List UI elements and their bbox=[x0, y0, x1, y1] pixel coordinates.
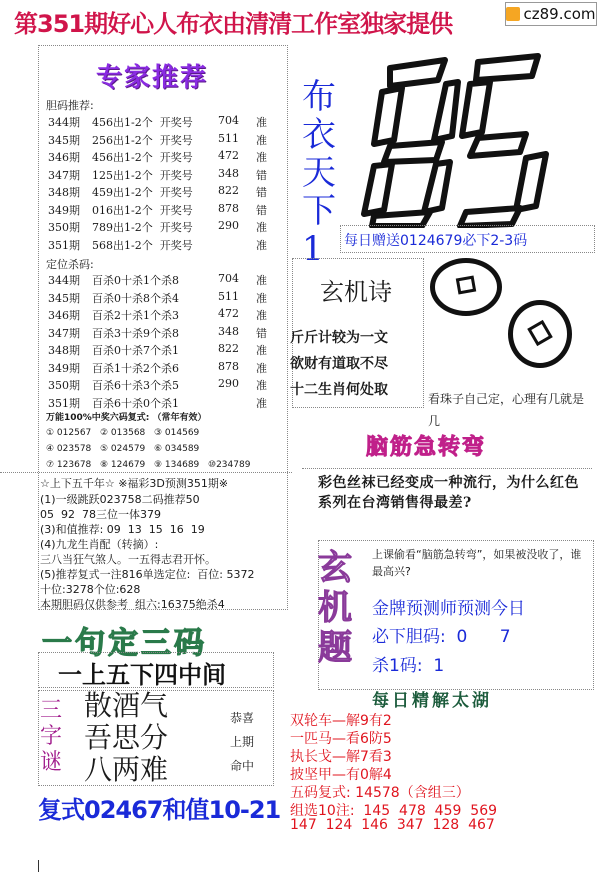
site-badge-text: cz89.com bbox=[523, 5, 596, 23]
row-result: 准 bbox=[256, 151, 267, 164]
taihu-line-4: 披坚甲—有0解4 bbox=[290, 767, 392, 783]
coin-icon-2 bbox=[508, 300, 572, 368]
forecast-line: (3)和值推荐: 09 13 15 16 19 bbox=[40, 523, 205, 536]
wanneng-cell: ⑧ 124679 bbox=[100, 460, 146, 470]
poem-title: 玄机诗 bbox=[320, 278, 392, 306]
poem-line-2: 欲财有道取不尽 bbox=[290, 356, 388, 372]
naojin-question: 彩色丝袜已经变成一种流行，为什么红色系列在台湾销售得最差? bbox=[318, 475, 579, 511]
row-issue: 351期 bbox=[48, 238, 80, 252]
buyi-column bbox=[302, 78, 338, 268]
row-result: 准 bbox=[256, 309, 267, 322]
sanzi-label bbox=[40, 698, 64, 776]
row-result: 错 bbox=[256, 203, 267, 217]
yiju-title: 一句定三码 bbox=[42, 626, 207, 661]
row-issue: 350期 bbox=[48, 221, 80, 234]
row-result: 准 bbox=[256, 274, 267, 287]
sanzi-line-3: 八两难 bbox=[84, 753, 169, 786]
row-result: 准 bbox=[256, 116, 267, 129]
xuanji-ti-label-3: 题 bbox=[318, 628, 352, 668]
sanzi-side-3: 命中 bbox=[230, 759, 255, 773]
buyi-char-4: 下 bbox=[302, 191, 336, 231]
row-num: 472 bbox=[218, 149, 239, 162]
wanneng-cell: ④ 023578 bbox=[46, 444, 92, 454]
sanzi-label-2: 字 bbox=[40, 724, 63, 749]
logo-icon bbox=[506, 7, 520, 21]
poem-line-3: 十二生肖何处取 bbox=[290, 382, 388, 398]
sanzi-line-2: 吾思分 bbox=[84, 721, 169, 754]
row-result: 准 bbox=[256, 396, 267, 410]
forecast-head: ☆上下五千年☆ ※福彩3D预测351期※ bbox=[40, 477, 229, 490]
taihu-line-1: 双轮车—解9有2 bbox=[290, 713, 392, 729]
wanneng-cell: ② 013568 bbox=[100, 428, 146, 438]
site-badge[interactable] bbox=[505, 2, 597, 26]
row-result: 错 bbox=[256, 186, 267, 199]
row-issue: 346期 bbox=[48, 309, 80, 322]
row-text: 256出1-2个 开奖号 bbox=[92, 133, 193, 147]
row-issue: 345期 bbox=[48, 133, 80, 147]
forecast-line: (1)一级跳跃023758二码推荐50 bbox=[40, 493, 200, 506]
wanneng-cell: ⑦ 123678 bbox=[46, 460, 92, 470]
forecast-line: 三八当狂气煞人。一五得志君开怀。 bbox=[40, 553, 216, 566]
row-issue: 347期 bbox=[48, 168, 80, 182]
dan-must: 必下胆码: 0 7 bbox=[372, 627, 511, 647]
xuanji-ti-label bbox=[318, 548, 360, 668]
row-result: 准 bbox=[256, 291, 267, 305]
row-result: 准 bbox=[256, 133, 267, 147]
row-issue: 345期 bbox=[48, 291, 80, 305]
row-issue: 348期 bbox=[48, 344, 80, 357]
wanneng-cell: ⑥ 034589 bbox=[154, 444, 200, 454]
row-text: 125出1-2个 开奖号 bbox=[92, 168, 193, 182]
row-issue: 344期 bbox=[48, 116, 80, 129]
forecast-line: (4)九龙生肖配（转摘）: bbox=[40, 538, 159, 551]
daily-gift: 每日赠送0124679必下2-3码 bbox=[344, 233, 528, 249]
row-text: 456出1-2个 开奖号 bbox=[92, 116, 193, 129]
wanneng-cell: ① 012567 bbox=[46, 428, 92, 438]
row-issue: 351期 bbox=[48, 396, 80, 410]
taihu-zuxuan-2: 147 124 146 347 128 467 bbox=[290, 817, 495, 833]
wanneng-cell: ⑨ 134689 bbox=[154, 460, 200, 470]
row-result: 准 bbox=[256, 221, 267, 234]
yiju-line: 一上五下四中间 bbox=[58, 660, 226, 689]
row-text: 百杀0十杀1个杀8 bbox=[92, 274, 179, 287]
row-text: 百杀0十杀8个杀4 bbox=[92, 291, 179, 305]
xuanji-ti-label-2: 机 bbox=[318, 588, 352, 628]
sanzi-line-1: 散酒气 bbox=[84, 689, 169, 722]
row-result: 准 bbox=[256, 344, 267, 357]
row-num: 704 bbox=[218, 272, 239, 285]
big-number-graphic bbox=[350, 48, 560, 228]
row-text: 456出1-2个 开奖号 bbox=[92, 151, 193, 164]
row-result: 错 bbox=[256, 326, 267, 340]
wanneng-cell: ⑩234789 bbox=[208, 460, 251, 470]
row-issue: 349期 bbox=[48, 203, 80, 217]
forecast-line: (5)推荐复式一注816单选定位: 百位: 5372 bbox=[40, 568, 255, 581]
poem-caption: 看珠子自己定，心理有几就是几 bbox=[428, 392, 585, 428]
xuanji-ti-label-1: 玄 bbox=[318, 548, 352, 588]
ding-label: 定位杀码: bbox=[46, 258, 94, 271]
row-issue: 348期 bbox=[48, 186, 80, 199]
row-result: 准 bbox=[256, 238, 267, 252]
row-text: 568出1-2个 开奖号 bbox=[92, 238, 193, 252]
divider bbox=[0, 472, 292, 474]
row-num: 704 bbox=[218, 114, 239, 127]
coin-icon-1 bbox=[430, 258, 502, 316]
row-issue: 349期 bbox=[48, 361, 80, 375]
row-text: 百杀2十杀1个杀3 bbox=[92, 309, 179, 322]
row-result: 准 bbox=[256, 361, 267, 375]
taihu-fushi: 五码复式: 14578（含组三） bbox=[290, 785, 470, 801]
row-text: 百杀6十杀0个杀1 bbox=[92, 396, 179, 410]
row-text: 百杀1十杀2个杀6 bbox=[92, 361, 179, 375]
taihu-zuxuan: 组选10注: 145 478 459 569 bbox=[290, 803, 498, 819]
wanneng-cell: ⑤ 024579 bbox=[100, 444, 146, 454]
taihu-line-2: 一匹马—看6防5 bbox=[290, 731, 392, 747]
poem-lines bbox=[290, 325, 388, 403]
row-text: 016出1-2个 开奖号 bbox=[92, 203, 193, 217]
taihu-lines bbox=[290, 712, 392, 784]
row-num: 822 bbox=[218, 184, 239, 197]
sha-code: 杀1码: 1 bbox=[372, 656, 445, 676]
forecast-line: 05 92 78三位一体379 bbox=[40, 508, 161, 521]
buyi-char-3: 天 bbox=[302, 153, 336, 193]
taihu-line-3: 执长戈—解7看3 bbox=[290, 749, 392, 765]
row-text: 459出1-2个 开奖号 bbox=[92, 186, 193, 199]
poem-line-1: 斤斤计较为一文 bbox=[290, 330, 388, 346]
naojin-title: 脑筋急转弯 bbox=[366, 434, 487, 460]
row-result: 错 bbox=[256, 168, 267, 182]
row-num: 472 bbox=[218, 307, 239, 320]
sanzi-side bbox=[230, 706, 254, 778]
row-num: 290 bbox=[218, 219, 239, 232]
buyi-char-2: 衣 bbox=[302, 115, 336, 155]
margin-mark bbox=[38, 860, 39, 872]
fushi-hezhi: 复式02467和值10-21 bbox=[38, 796, 281, 824]
row-num: 878 bbox=[218, 359, 239, 373]
row-num: 348 bbox=[218, 324, 239, 338]
expert-title: 专家推荐 bbox=[96, 63, 209, 93]
coin-hole-icon-1 bbox=[456, 276, 477, 295]
sanzi-side-2: 上期 bbox=[230, 735, 255, 749]
wanneng-label: 万能100%中奖六码复式: （常年有效） bbox=[46, 413, 207, 423]
wanneng-cell: ③ 014569 bbox=[154, 428, 200, 438]
sanzi-label-1: 三 bbox=[40, 698, 63, 723]
dan-label: 胆码推荐: bbox=[46, 99, 94, 112]
row-num: 822 bbox=[218, 342, 239, 355]
xuanji-ti-note: 上课偷看“脑筋急转弯”，如果被没收了，谁最高兴? bbox=[372, 548, 582, 578]
row-issue: 350期 bbox=[48, 379, 80, 392]
taihu-title: 每日精解太湖 bbox=[372, 691, 492, 711]
row-result: 准 bbox=[256, 379, 267, 392]
row-text: 百杀6十杀3个杀5 bbox=[92, 379, 179, 392]
row-text: 百杀0十杀7个杀1 bbox=[92, 344, 179, 357]
row-issue: 347期 bbox=[48, 326, 80, 340]
sanzi-label-3: 谜 bbox=[40, 750, 63, 775]
row-issue: 344期 bbox=[48, 274, 80, 287]
coin-hole-icon-2 bbox=[527, 320, 553, 346]
sanzi-side-1: 恭喜 bbox=[230, 711, 255, 725]
naojin-divider bbox=[302, 468, 592, 469]
forecast-line: 十位:3278个位:628 bbox=[40, 583, 141, 596]
row-num: 878 bbox=[218, 201, 239, 215]
sanzi-lines bbox=[84, 690, 168, 786]
buyi-char-5: 1 bbox=[302, 229, 324, 269]
row-issue: 346期 bbox=[48, 151, 80, 164]
row-num: 348 bbox=[218, 166, 239, 180]
buyi-char-1: 布 bbox=[302, 77, 336, 117]
gold-title: 金牌预测师预测今日 bbox=[372, 599, 525, 619]
row-num: 290 bbox=[218, 377, 239, 390]
row-text: 百杀3十杀9个杀8 bbox=[92, 326, 179, 340]
row-text: 789出1-2个 开奖号 bbox=[92, 221, 193, 234]
forecast-line: 本期胆码仅供参考 组六:16375绝杀4 bbox=[40, 598, 225, 611]
page-title: 第351期好心人布衣由清清工作室独家提供 bbox=[14, 10, 453, 38]
row-num: 511 bbox=[218, 289, 239, 303]
row-num: 511 bbox=[218, 131, 239, 145]
